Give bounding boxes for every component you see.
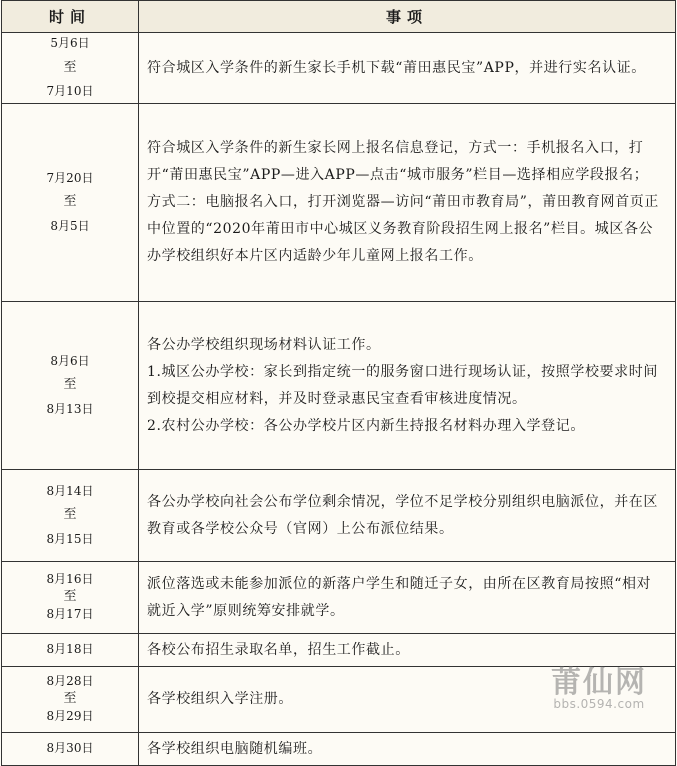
event-cell <box>139 33 676 104</box>
date-separator: 至 <box>63 194 77 210</box>
event-cell <box>139 562 676 634</box>
table-row <box>2 667 676 733</box>
watermark-logo: 莆仙网 <box>551 665 647 700</box>
table-row <box>2 33 676 104</box>
event-text: 各校公布招生录取名单，招生工作截止。 <box>147 641 410 658</box>
date-end: 8月29日 <box>46 708 94 723</box>
event-cell <box>139 302 676 470</box>
date-end: 7月10日 <box>46 84 94 99</box>
table-row <box>2 104 676 302</box>
date-cell <box>2 470 139 562</box>
header-time: 时间 <box>2 1 139 33</box>
date-start: 8月6日 <box>50 353 90 368</box>
event-text: 各公办学校向社会公布学位剩余情况，学位不足学校分别组织电脑派位，并在区教育或各学校公众号（官网）上公布派位结果。 <box>147 493 658 537</box>
date-single: 8月18日 <box>46 642 94 657</box>
date-end: 8月15日 <box>46 531 94 546</box>
date-separator: 至 <box>63 589 77 605</box>
event-text: 各公办学校组织现场材料认证工作。 <box>147 336 381 353</box>
event-cell <box>139 634 676 667</box>
header-event: 事项 <box>139 1 676 33</box>
date-start: 8月14日 <box>46 483 94 498</box>
table-row <box>2 634 676 667</box>
table-row <box>2 733 676 766</box>
date-end: 8月13日 <box>46 401 94 416</box>
event-cell <box>139 470 676 562</box>
enrollment-schedule-table <box>1 0 676 766</box>
event-text: 各学校组织电脑随机编班。 <box>147 740 323 757</box>
date-cell <box>2 733 139 766</box>
event-cell <box>139 733 676 766</box>
date-cell <box>2 302 139 470</box>
date-cell <box>2 634 139 667</box>
date-start: 8月16日 <box>46 572 94 587</box>
date-start: 5月6日 <box>50 36 90 51</box>
date-single: 8月30日 <box>46 741 94 756</box>
date-separator: 至 <box>63 377 77 393</box>
date-cell <box>2 104 139 302</box>
date-cell <box>2 667 139 733</box>
event-text: 符合城区入学条件的新生家长手机下载“莆田惠民宝”APP，并进行实名认证。 <box>147 59 646 76</box>
date-cell <box>2 562 139 634</box>
event-text: 1.城区公办学校：家长到指定统一的服务窗口进行现场认证，按照学校要求时间到校提交相应材料，并及时登录惠民宝查看审核进度情况。 <box>147 363 658 407</box>
watermark-url: bbs.0594.com <box>553 697 645 711</box>
date-separator: 至 <box>63 507 77 523</box>
date-separator: 至 <box>63 691 77 707</box>
date-separator: 至 <box>63 59 77 75</box>
event-cell <box>139 104 676 302</box>
date-end: 8月17日 <box>46 606 94 621</box>
header-row <box>2 1 676 33</box>
event-text: 各学校组织入学注册。 <box>147 691 293 707</box>
event-text: 符合城区入学条件的新生家长网上报名信息登记，方式一：手机报名入口，打开“莆田惠民宝”APP—进入APP—点击“城市服务”栏目—选择相应学段报名；方式二：电脑报名入口，打开浏览器—访问“莆田市教育局”，莆田教育网首页正中位置的“2020年莆田市中心城区义务教育阶段招生网上报名”栏目。城区各公办学校组织好本片区内适龄少年儿童网上报名工作。 <box>147 140 659 264</box>
table-row <box>2 302 676 470</box>
date-start: 8月28日 <box>46 674 94 689</box>
event-text: 2.农村公办学校：各公办学校片区内新生持报名材料办理入学登记。 <box>147 417 585 434</box>
date-cell <box>2 33 139 104</box>
date-end: 8月5日 <box>50 218 90 233</box>
table-row <box>2 470 676 562</box>
event-cell <box>139 667 676 733</box>
date-start: 7月20日 <box>46 170 94 185</box>
table-row <box>2 562 676 634</box>
event-text: 派位落选或未能参加派位的新落户学生和随迁子女，由所在区教育局按照“相对就近入学”原则统筹安排就学。 <box>147 575 652 619</box>
